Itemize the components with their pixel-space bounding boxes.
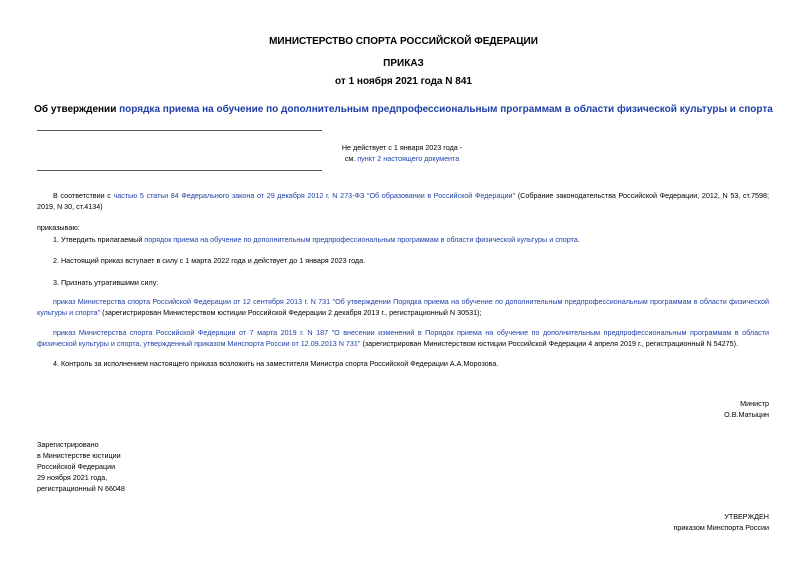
divider-bottom (37, 170, 322, 171)
item-1-link[interactable]: порядок приема на обучение по дополнительным предпрофессиональным программам в области физической культуры и спорта (144, 235, 578, 244)
registration-line5: регистрационный N 66048 (37, 484, 125, 493)
status-note-prefix: см. (344, 154, 358, 163)
registration-line3: Российской Федерации (37, 462, 116, 471)
signature-name: О.В.Матыцин (724, 410, 769, 419)
item-1-suffix: . (577, 235, 580, 244)
registration-line1: Зарегистрировано (37, 440, 99, 449)
date-number-heading: от 1 ноября 2021 года N 841 (335, 76, 472, 87)
registration-block (37, 439, 125, 494)
approval-line2: приказом Минспорта России (673, 523, 769, 532)
order-word: приказываю: (37, 223, 80, 232)
item-3a-suffix: (зарегистрирован Министерством юстиции Российской Федерации 2 декабря 2013 г., регистрационный N 30531); (100, 308, 482, 317)
signature-position: Министр (740, 399, 769, 408)
registration-line4: 29 ноября 2021 года, (37, 473, 108, 482)
item-3a-link[interactable]: приказ Министерства спорта Российской Федерации от 12 сентября 2013 г. N 731 "Об утверждении Порядка приема на обучение по дополнительным предпрофессиональным программам в области физической культуры и спорта" (37, 297, 769, 317)
document-title (0, 104, 807, 115)
doc-type-heading: ПРИКАЗ (383, 58, 424, 69)
status-note (322, 142, 482, 164)
item-3b-suffix: (зарегистрирован Министерством юстиции Российской Федерации 4 апреля 2019 г., регистрационный N 54275). (360, 339, 739, 348)
status-note-link[interactable]: пункт 2 настоящего документа (357, 154, 460, 163)
item-1 (37, 234, 769, 245)
approval-line1: УТВЕРЖДЕН (724, 512, 769, 521)
divider-top (37, 130, 322, 131)
preamble-paragraph (37, 190, 769, 212)
registration-line2: в Министерстве юстиции (37, 451, 121, 460)
approval-block (674, 511, 769, 533)
preamble-suffix: (Собрание законодательства Российской Федерации, 2012, N 53, ст.7598; 2019, N 30, ст.4134) (37, 191, 770, 211)
item-2: 2. Настоящий приказ вступает в силу с 1 марта 2022 года и действует до 1 января 2023 года. (53, 256, 366, 265)
item-3b (37, 327, 769, 349)
preamble-prefix: В соответствии с (53, 191, 114, 200)
status-note-line2 (322, 153, 482, 164)
title-link[interactable]: порядка приема на обучение по дополнительным предпрофессиональным программам в области физической культуры и спорта (119, 104, 773, 115)
status-note-line1: Не действует с 1 января 2023 года - (341, 143, 463, 152)
title-prefix: Об утверждении (34, 104, 120, 115)
ministry-heading: МИНИСТЕРСТВО СПОРТА РОССИЙСКОЙ ФЕДЕРАЦИИ (269, 36, 538, 47)
item-3b-link[interactable]: приказ Министерства спорта Российской Федерации от 7 марта 2019 г. N 187 "О внесении изменений в Порядок приема на обучение по дополнительным предпрофессиональным программам в области физической культуры и спорта, утвержденный приказом Минспорта России от 12.09.2013 N 731" (37, 328, 769, 348)
signature-block (724, 398, 769, 420)
item-4: 4. Контроль за исполнением настоящего приказа возложить на заместителя Министра спорта Российской Федерации А.А.Морозова. (53, 359, 499, 368)
item-1-prefix: 1. Утвердить прилагаемый (53, 235, 145, 244)
item-3: 3. Признать утратившими силу: (53, 278, 159, 287)
preamble-law-link[interactable]: частью 5 статьи 84 Федерального закона от 29 декабря 2012 г. N 273-ФЗ "Об образовании в Российской Федерации" (113, 191, 516, 200)
item-3a (37, 296, 769, 318)
